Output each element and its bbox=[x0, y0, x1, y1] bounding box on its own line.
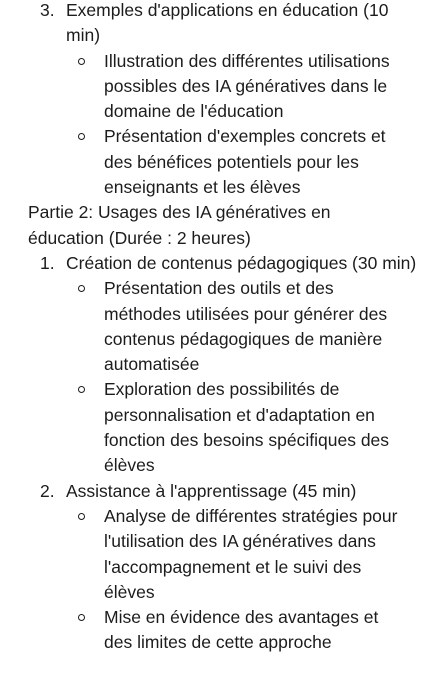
bullet-item bbox=[0, 377, 431, 478]
hollow-bullet-icon bbox=[78, 285, 85, 292]
bullet-text: Exploration des possibilités de personnalisation et d'adaptation en fonction des besoins spécifiques des élèves bbox=[104, 379, 390, 476]
hollow-bullet-icon bbox=[78, 513, 85, 520]
item-text: Exemples d'applications en éducation (10 min) bbox=[66, 0, 389, 46]
bullet-text: Présentation des outils et des méthodes utilisées pour générer des contenus pédagogiques de manière automatisée bbox=[104, 278, 388, 375]
item-text: Assistance à l'apprentissage (45 min) bbox=[66, 480, 357, 501]
part-title: Partie 2: Usages des IA génératives en éducation (Durée : 2 heures) bbox=[28, 202, 331, 248]
numbered-item-1 bbox=[0, 251, 431, 276]
numbered-item-2 bbox=[0, 479, 431, 504]
item-number: 1. bbox=[40, 252, 55, 273]
part-heading bbox=[0, 200, 431, 251]
section-1 bbox=[0, 251, 431, 479]
bullet-text: Analyse de différentes stratégies pour l'utilisation des IA génératives dans l'accompagnement et le suivi des élèves bbox=[104, 505, 398, 602]
hollow-bullet-icon bbox=[78, 133, 85, 140]
numbered-item-3 bbox=[0, 0, 431, 49]
bullet-item bbox=[0, 276, 431, 377]
bullet-item bbox=[0, 49, 431, 125]
bullet-text: Illustration des différentes utilisations possibles des IA génératives dans le domaine de l'éducation bbox=[104, 50, 390, 122]
bullet-text: Présentation d'exemples concrets et des bénéfices potentiels pour les enseignants et les élèves bbox=[104, 126, 386, 198]
item-number: 3. bbox=[40, 0, 55, 20]
bullet-item bbox=[0, 605, 431, 656]
hollow-bullet-icon bbox=[78, 614, 85, 621]
section-2 bbox=[0, 479, 431, 656]
section-3 bbox=[0, 0, 431, 200]
hollow-bullet-icon bbox=[78, 386, 85, 393]
bullet-text: Mise en évidence des avantages et des limites de cette approche bbox=[104, 607, 379, 653]
bullet-item bbox=[0, 504, 431, 605]
item-text: Création de contenus pédagogiques (30 min) bbox=[66, 252, 417, 273]
item-number: 2. bbox=[40, 480, 55, 501]
hollow-bullet-icon bbox=[78, 58, 85, 65]
bullet-item bbox=[0, 124, 431, 200]
